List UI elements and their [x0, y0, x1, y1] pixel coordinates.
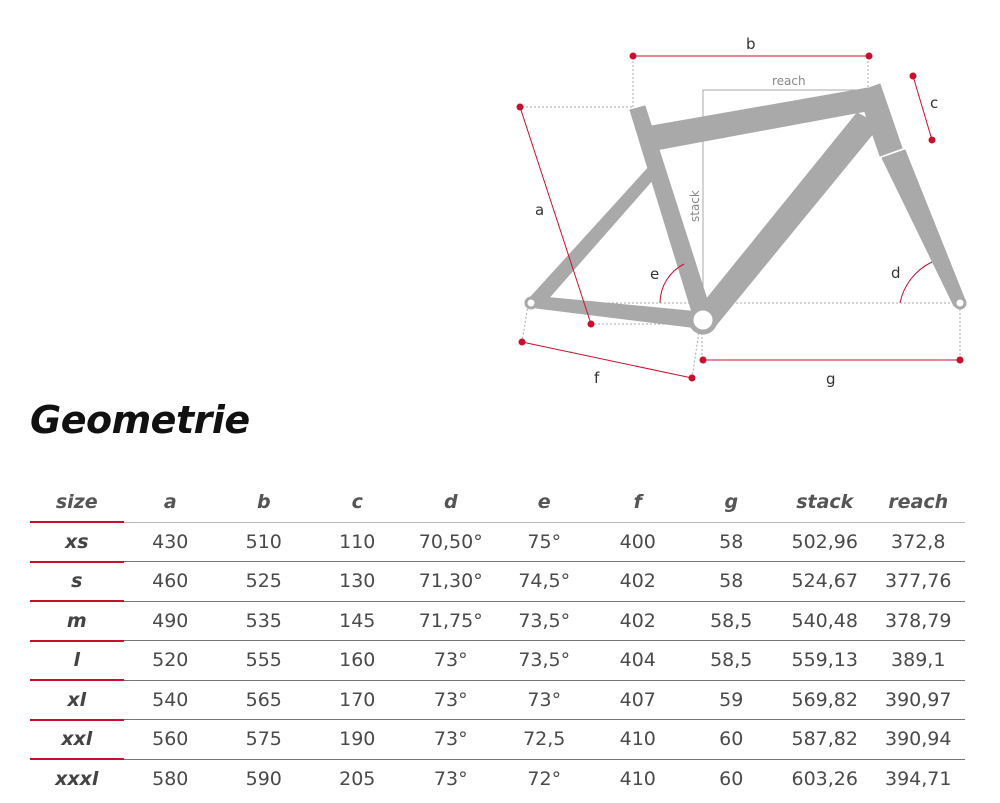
table-cell: 73°: [498, 680, 592, 720]
table-cell: 110: [311, 522, 405, 562]
label-a: a: [535, 201, 545, 219]
table-cell: 560: [124, 720, 218, 760]
size-cell: xxl: [30, 720, 124, 760]
table-cell: 524,67: [778, 562, 872, 602]
table-cell: 520: [124, 641, 218, 681]
table-cell: 402: [591, 601, 685, 641]
header-b: b: [217, 483, 311, 522]
table-cell: 70,50°: [404, 522, 498, 562]
table-cell: 58,5: [685, 641, 779, 681]
label-stack: stack: [688, 190, 702, 222]
table-cell: 410: [619, 767, 656, 790]
table-cell: 58: [685, 522, 779, 562]
label-d: d: [891, 264, 901, 282]
table-cell: 389,1: [872, 641, 966, 681]
header-a: a: [124, 483, 218, 522]
table-cell: 555: [217, 641, 311, 681]
table-cell: 60: [685, 720, 779, 760]
table-row: [30, 601, 965, 641]
label-f: f: [594, 369, 600, 387]
table-header-row: [30, 483, 965, 522]
size-cell: l: [30, 641, 124, 681]
label-g: g: [826, 370, 836, 388]
table-cell: 160: [311, 641, 405, 681]
label-c: c: [930, 94, 939, 112]
table-cell: 73,5°: [498, 601, 592, 641]
size-cell: s: [30, 562, 124, 602]
table-cell: 575: [217, 720, 311, 760]
dimension-a: [520, 107, 591, 324]
size-cell: m: [30, 601, 124, 641]
table-cell: 71,75°: [404, 601, 498, 641]
table-cell: 205: [339, 767, 376, 790]
bottom-bracket: [691, 308, 715, 332]
guide-lines: [522, 57, 960, 378]
size-cell: xs: [30, 522, 124, 562]
table-cell: 565: [217, 680, 311, 720]
table-cell: 372,8: [872, 522, 966, 562]
header-e: e: [498, 483, 592, 522]
table-row: [30, 720, 965, 760]
table-cell: 559,13: [778, 641, 872, 681]
header-f: f: [591, 483, 685, 522]
dimension-lines: [520, 56, 960, 378]
table-cell: 73°: [433, 767, 468, 790]
table-cell: 390,97: [872, 680, 966, 720]
table-cell: 390,94: [872, 720, 966, 760]
table-cell: 74,5°: [498, 562, 592, 602]
table-cell: 540: [124, 680, 218, 720]
dimension-f: [522, 342, 692, 378]
table-cell: 569,82: [778, 680, 872, 720]
table-cell: 580: [152, 767, 189, 790]
header-reach: reach: [872, 483, 966, 522]
table-cell: 400: [591, 522, 685, 562]
size-cell: xl: [30, 680, 124, 720]
table-cell: 170: [311, 680, 405, 720]
frame-geometry-diagram: [0, 0, 1000, 400]
angle-d-arc: [900, 262, 932, 303]
table-cell: 75°: [498, 522, 592, 562]
table-cell: 60: [719, 767, 744, 790]
table-cell: 71,30°: [404, 562, 498, 602]
table-cell: 603,26: [791, 767, 858, 790]
table-cell: 58: [685, 562, 779, 602]
table-cell: 394,71: [885, 767, 952, 790]
header-stack: stack: [778, 483, 872, 522]
table-cell: 130: [311, 562, 405, 602]
table-cell: 587,82: [778, 720, 872, 760]
table-cell: 407: [591, 680, 685, 720]
header-g: g: [685, 483, 779, 522]
table-cell: 460: [124, 562, 218, 602]
table-row: [30, 641, 965, 681]
table-cell: 490: [124, 601, 218, 641]
size-cell: xxxl: [55, 767, 99, 790]
table-row: [30, 680, 965, 720]
geometry-table: [30, 483, 965, 798]
rear-dropout: [526, 298, 536, 308]
table-cell: 590: [245, 767, 282, 790]
table-cell: 540,48: [778, 601, 872, 641]
table-cell: 378,79: [872, 601, 966, 641]
table-cell: 59: [685, 680, 779, 720]
front-dropout: [955, 298, 965, 308]
table-row: [30, 759, 965, 798]
table-cell: 410: [591, 720, 685, 760]
table-cell: 72°: [527, 767, 562, 790]
label-b: b: [746, 35, 756, 53]
page-title: Geometrie: [30, 398, 250, 442]
table-cell: 430: [124, 522, 218, 562]
table-cell: 145: [311, 601, 405, 641]
table-cell: 377,76: [872, 562, 966, 602]
table-cell: 73°: [404, 641, 498, 681]
table-row: [30, 522, 965, 562]
table-cell: 525: [217, 562, 311, 602]
table-cell: 190: [311, 720, 405, 760]
dimension-endpoints: [517, 53, 964, 382]
table-cell: 73,5°: [498, 641, 592, 681]
table-cell: 73°: [404, 680, 498, 720]
label-reach: reach: [772, 74, 806, 88]
table-cell: 73°: [404, 720, 498, 760]
bike-frame: [528, 84, 965, 330]
table-cell: 510: [217, 522, 311, 562]
header-c: c: [311, 483, 405, 522]
header-size: size: [30, 483, 124, 522]
table-cell: 72,5: [498, 720, 592, 760]
label-e: e: [650, 265, 660, 283]
header-d: d: [404, 483, 498, 522]
table-cell: 402: [591, 562, 685, 602]
table-cell: 58,5: [685, 601, 779, 641]
table-cell: 502,96: [778, 522, 872, 562]
table-cell: 535: [217, 601, 311, 641]
table-cell: 404: [591, 641, 685, 681]
table-row: [30, 562, 965, 602]
